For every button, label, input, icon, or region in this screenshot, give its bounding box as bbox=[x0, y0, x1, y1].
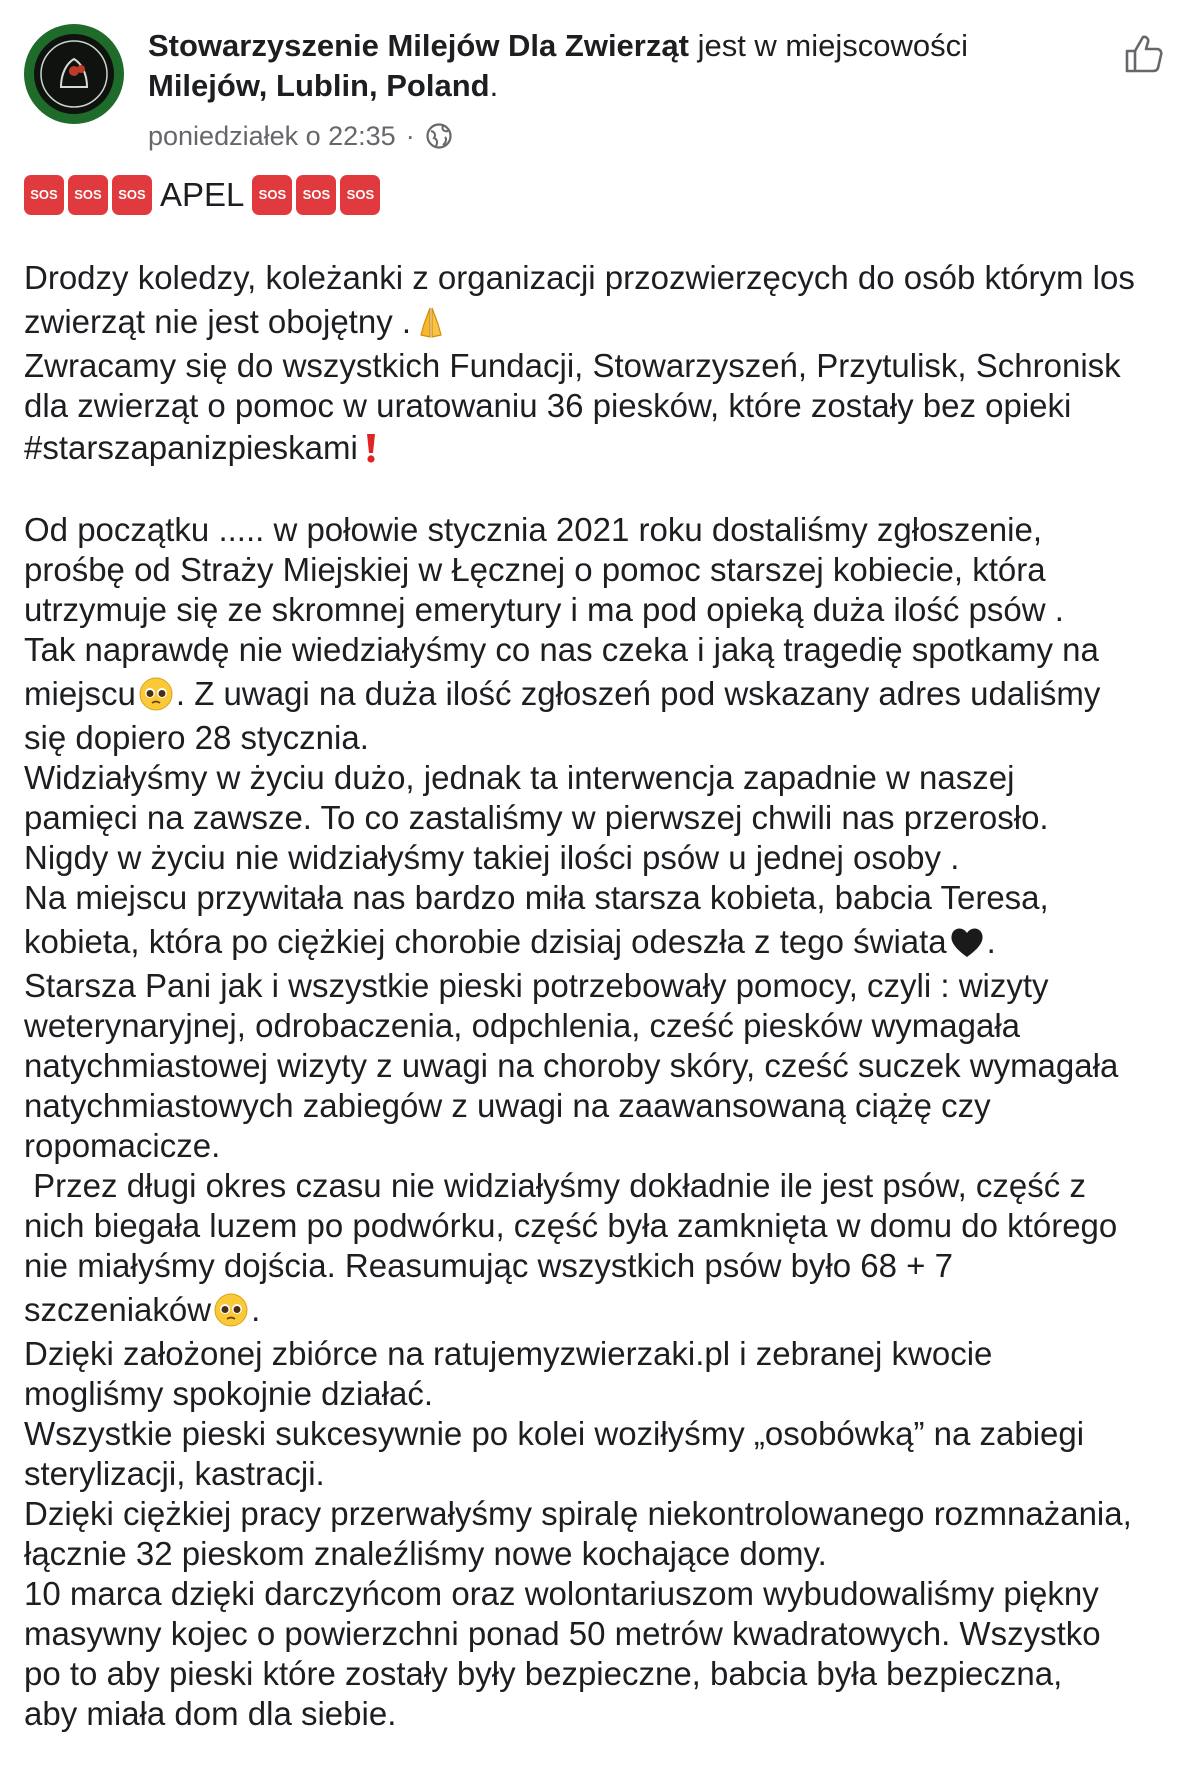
post-line-text: sterylizacji, kastracji. bbox=[24, 1455, 325, 1492]
post-line-text: dla zwierząt o pomoc w uratowaniu 36 piesków, które zostały bez opieki bbox=[24, 387, 1072, 424]
sos-icon: SOS bbox=[24, 175, 64, 215]
post-line bbox=[24, 1574, 1176, 1614]
post-line bbox=[24, 1206, 1176, 1246]
post-line bbox=[24, 670, 1176, 718]
post-line bbox=[24, 426, 1176, 470]
pleading-face-icon bbox=[138, 676, 174, 712]
post-line-text: weterynaryjnej, odrobaczenia, odpchlenia, cześć piesków wymagała bbox=[24, 1007, 1021, 1044]
post-line-text: Nigdy w życiu nie widziałyśmy takiej ilości psów u jednej osoby . bbox=[24, 839, 960, 876]
post-line bbox=[24, 1126, 1176, 1166]
post-timestamp[interactable]: poniedziałek o 22:35 bbox=[148, 121, 396, 151]
post-line-text: prośbę od Straży Miejskiej w Łęcznej o pomoc starszej kobiecie, która bbox=[24, 551, 1046, 588]
post-line bbox=[24, 510, 1176, 550]
post-line-text: natychmiastowej wizyty z uwagi na choroby skóry, cześć suczek wymagała bbox=[24, 1047, 1119, 1084]
post-line bbox=[24, 258, 1176, 298]
post-line bbox=[24, 1046, 1176, 1086]
post-body bbox=[24, 172, 1176, 1734]
post-line bbox=[24, 1694, 1176, 1734]
post-line bbox=[24, 838, 1176, 878]
post-line-text: Wszystkie pieski sukcesywnie po kolei woziłyśmy „osobówką” na zabiegi bbox=[24, 1415, 1085, 1452]
post-line bbox=[24, 386, 1176, 426]
post-line bbox=[24, 718, 1176, 758]
post-line-text: Na miejscu przywitała nas bardzo miła starsza kobieta, babcia Teresa, bbox=[24, 879, 1049, 916]
like-button[interactable] bbox=[1118, 28, 1170, 80]
post-line bbox=[24, 1414, 1176, 1454]
post-line-text: . bbox=[986, 923, 996, 960]
post-header-text bbox=[148, 26, 1108, 152]
post-line bbox=[24, 1086, 1176, 1126]
post-line bbox=[24, 1166, 1176, 1206]
post-line-text: nich biegała luzem po podwórku, część była zamknięta w domu do którego bbox=[24, 1207, 1118, 1244]
post-line bbox=[24, 1006, 1176, 1046]
paragraph-gap bbox=[24, 470, 1176, 510]
post-line-text: mogliśmy spokojnie działać. bbox=[24, 1375, 434, 1412]
post-line bbox=[24, 1334, 1176, 1374]
thumbs-up-icon bbox=[1121, 31, 1167, 77]
post-line-text: Od początku ..... w połowie stycznia 2021 roku dostaliśmy zgłoszenie, bbox=[24, 511, 1042, 548]
post-line-text: pamięci na zawsze. To co zastaliśmy w pierwszej chwili nas przerosło. bbox=[24, 799, 1049, 836]
sos-icon: SOS bbox=[112, 175, 152, 215]
post-line-text: aby miała dom dla siebie. bbox=[24, 1695, 397, 1732]
post-line bbox=[24, 590, 1176, 630]
post-line-text: masywny kojec o powierzchni ponad 50 metrów kwadratowych. Wszystko bbox=[24, 1615, 1101, 1652]
folded-hands-icon bbox=[413, 304, 449, 340]
post-line-text: łącznie 32 pieskom znaleźliśmy nowe kochające domy. bbox=[24, 1535, 827, 1572]
post-line bbox=[24, 1286, 1176, 1334]
post-line-text: Widziałyśmy w życiu dużo, jednak ta interwencja zapadnie w naszej bbox=[24, 759, 1015, 796]
location-suffix: . bbox=[489, 68, 499, 103]
post-line bbox=[24, 630, 1176, 670]
author-name[interactable]: Stowarzyszenie Milejów Dla Zwierząt bbox=[148, 28, 689, 63]
post-line-text: . bbox=[251, 1291, 261, 1328]
post-meta bbox=[148, 120, 1108, 152]
avatar-logo bbox=[34, 34, 114, 114]
apel-text: APEL bbox=[160, 176, 245, 213]
post-line-text: 10 marca dzięki darczyńcom oraz wolontariuszom wybudowaliśmy piękny bbox=[24, 1575, 1099, 1612]
post-line bbox=[24, 1654, 1176, 1694]
red-exclamation-icon bbox=[360, 431, 382, 465]
pleading-face-icon bbox=[213, 1292, 249, 1328]
post-line bbox=[24, 966, 1176, 1006]
post-line bbox=[24, 1614, 1176, 1654]
header-line-1 bbox=[148, 26, 1108, 66]
post-line bbox=[24, 918, 1176, 966]
post-line-text: szczeniaków bbox=[24, 1291, 212, 1328]
sos-icon: SOS bbox=[252, 175, 292, 215]
post-line-text: Tak naprawdę nie wiedziałyśmy co nas czeka i jaką tragedię spotkamy na bbox=[24, 631, 1099, 668]
post-line-text: Dzięki założonej zbiórce na ratujemyzwierzaki.pl i zebranej kwocie bbox=[24, 1335, 993, 1372]
post-line bbox=[24, 758, 1176, 798]
post-line bbox=[24, 1454, 1176, 1494]
post-line bbox=[24, 298, 1176, 346]
post-line-text: Dzięki ciężkiej pracy przerwałyśmy spiralę niekontrolowanego rozmnażania, bbox=[24, 1495, 1132, 1532]
post-header bbox=[24, 22, 1176, 151]
post-line-text: kobieta, która po ciężkiej chorobie dzisiaj odeszła z tego świata bbox=[24, 923, 947, 960]
post-line bbox=[24, 1374, 1176, 1414]
hashtag-link[interactable]: #starszapanizpieskami bbox=[24, 429, 358, 466]
post-line-text: ropomacicze. bbox=[24, 1127, 221, 1164]
post-line-text: nie miałyśmy dojścia. Reasumując wszystkich psów było 68 + 7 bbox=[24, 1247, 953, 1284]
post-line bbox=[24, 878, 1176, 918]
sos-icon: SOS bbox=[68, 175, 108, 215]
apel-line bbox=[24, 172, 1176, 218]
avatar-logo-icon bbox=[39, 39, 109, 109]
post-line-text: Przez długi okres czasu nie widziałyśmy dokładnie ile jest psów, część z bbox=[24, 1167, 1086, 1204]
post-line-text: utrzymuje się ze skromnej emerytury i ma pod opieką duża ilość psów . bbox=[24, 591, 1064, 628]
location-prefix: jest w miejscowości bbox=[697, 28, 969, 63]
post-line-text: natychmiastowych zabiegów z uwagi na zaawansowaną ciążę czy bbox=[24, 1087, 991, 1124]
post-line-text: miejscu bbox=[24, 675, 136, 712]
meta-separator: · bbox=[405, 121, 415, 151]
post-line-text: po to aby pieski które zostały były bezpieczne, babcia była bezpieczna, bbox=[24, 1655, 1063, 1692]
post-line bbox=[24, 1246, 1176, 1286]
post-line-text: Zwracamy się do wszystkich Fundacji, Stowarzyszeń, Przytulisk, Schronisk bbox=[24, 347, 1121, 384]
location-link[interactable]: Milejów, Lublin, Poland bbox=[148, 68, 490, 103]
post-line bbox=[24, 1534, 1176, 1574]
sos-icon: SOS bbox=[340, 175, 380, 215]
globe-icon bbox=[425, 122, 453, 150]
post-line-text: zwierząt nie jest obojętny . bbox=[24, 303, 412, 340]
post-line-text: się dopiero 28 stycznia. bbox=[24, 719, 369, 756]
header-line-2 bbox=[148, 66, 1108, 106]
post-line-text: Drodzy koledzy, koleżanki z organizacji przozwierzęcych do osób którym los bbox=[24, 259, 1135, 296]
post-line bbox=[24, 1494, 1176, 1534]
black-heart-icon bbox=[949, 925, 985, 959]
post-line-text: Starsza Pani jak i wszystkie pieski potrzebowały pomocy, czyli : wizyty bbox=[24, 967, 1049, 1004]
post-line bbox=[24, 550, 1176, 590]
paragraph-gap bbox=[24, 218, 1176, 258]
post-line bbox=[24, 798, 1176, 838]
post-line bbox=[24, 346, 1176, 386]
post-line-text: . Z uwagi na duża ilość zgłoszeń pod wskazany adres udaliśmy bbox=[175, 675, 1101, 712]
sos-icon: SOS bbox=[296, 175, 336, 215]
page-avatar[interactable] bbox=[24, 24, 124, 124]
